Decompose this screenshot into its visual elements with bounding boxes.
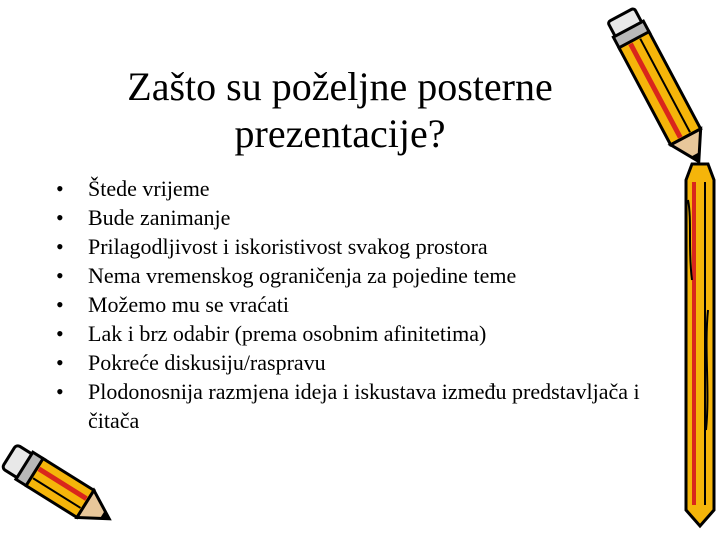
slide-title: [60, 63, 620, 157]
bullet-marker: •: [56, 379, 64, 404]
bullet-item: [56, 319, 646, 348]
bullet-marker: •: [56, 176, 64, 201]
bullet-item: [56, 348, 646, 377]
bullet-text: Lak i brz odabir (prema osobnim afinitetima): [88, 321, 487, 346]
bullet-item: [56, 203, 646, 232]
bullet-item: [56, 261, 646, 290]
bullet-marker: •: [56, 234, 64, 259]
slide-title-line-2: prezentacije?: [234, 110, 446, 156]
slide-title-line-1: Zašto su poželjne posterne: [127, 63, 553, 109]
bullet-list: [56, 174, 646, 435]
bullet-text: Plodonosnija razmjena ideja i iskustava između predstavljača i čitača: [88, 379, 640, 433]
bullet-text: Pokreće diskusiju/raspravu: [88, 350, 326, 375]
pencil-top-icon: [598, 2, 716, 172]
bullet-item: [56, 174, 646, 203]
bullet-marker: •: [56, 321, 64, 346]
bullet-item: [56, 232, 646, 261]
bullet-item: [56, 290, 646, 319]
bullet-marker: •: [56, 292, 64, 317]
pencil-bottom-icon: [0, 436, 120, 540]
bullet-marker: •: [56, 205, 64, 230]
bullet-text: Nema vremenskog ograničenja za pojedine teme: [88, 263, 517, 288]
bullet-marker: •: [56, 350, 64, 375]
bullet-marker: •: [56, 263, 64, 288]
pencil-right-icon: [678, 160, 720, 530]
bullet-item: [56, 377, 646, 435]
bullet-text: Štede vrijeme: [88, 176, 210, 201]
bullet-text: Prilagodljivost i iskoristivost svakog prostora: [88, 234, 488, 259]
bullet-text: Možemo mu se vraćati: [88, 292, 289, 317]
bullet-text: Bude zanimanje: [88, 205, 231, 230]
